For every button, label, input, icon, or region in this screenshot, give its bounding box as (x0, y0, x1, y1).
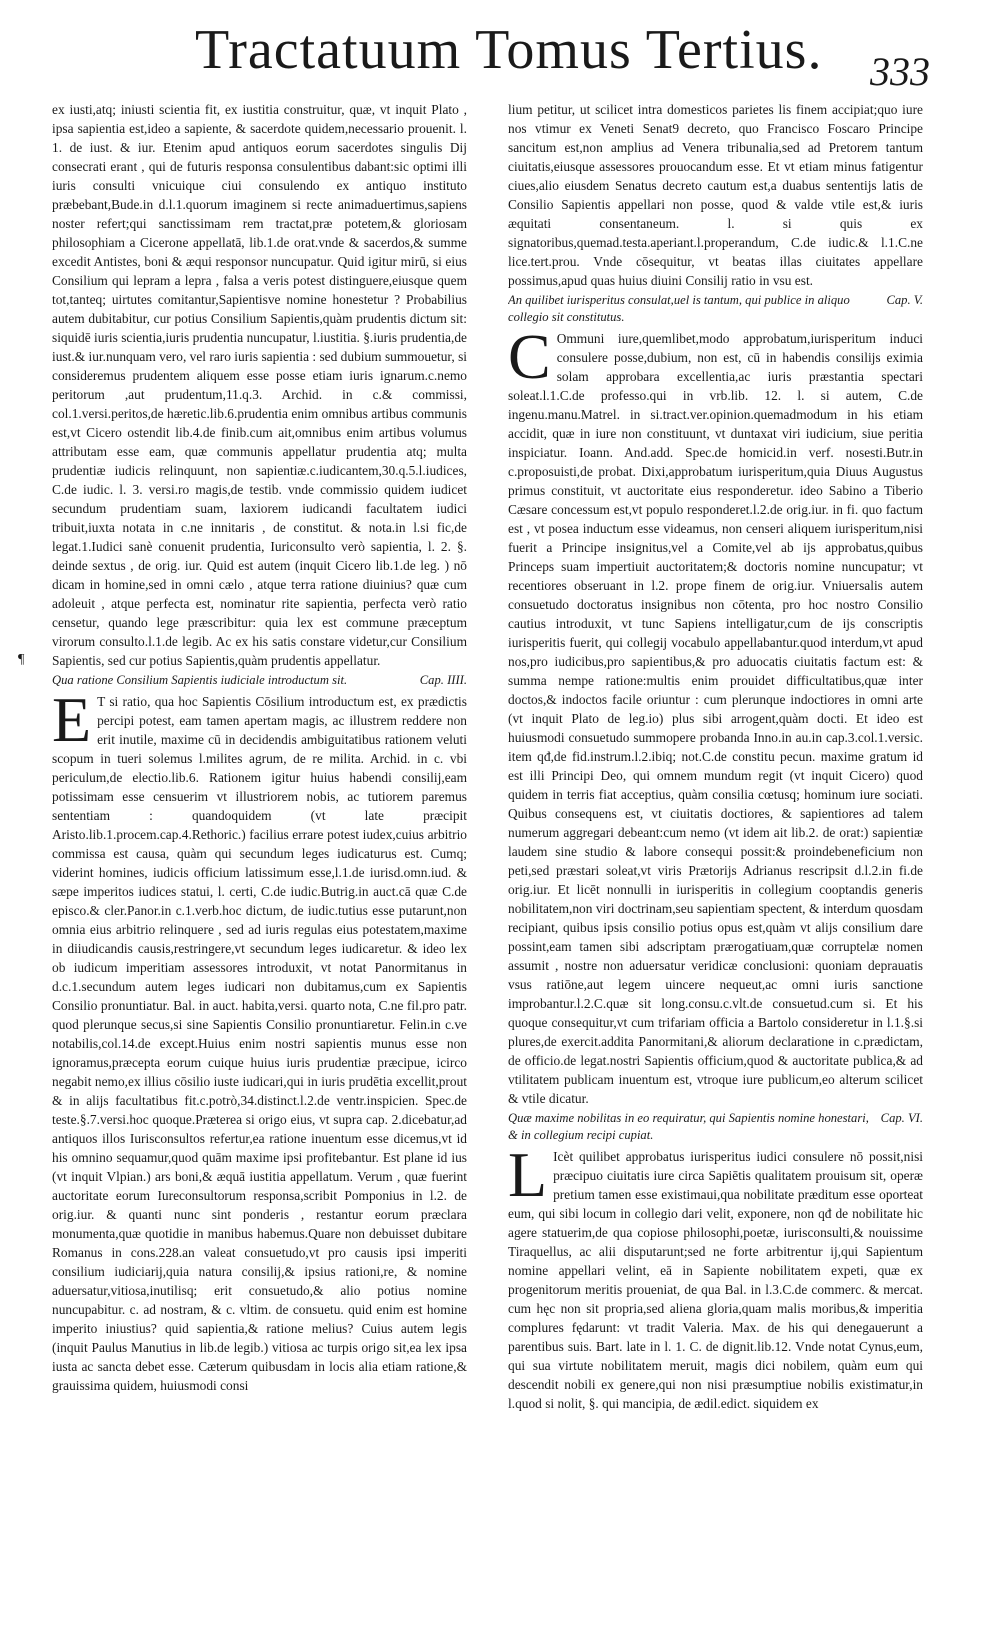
drop-cap: L (508, 1139, 548, 1210)
paragraph-text: Icèt quilibet approbatus iurisperitus iudici consulere nō possit,nisi præcipuo ciuitatis iure circa Sapiētis qualitatem prouisum sit, operæ pretium tamen esse existimaui,qua nobilitate præditum esse oporteat eum, qui sibi locum in collegio dari velit, exponere, non qđ de nobilitate hic agere statuerim,de qua copiose philosophi,poetæ, iurisconsulti,& nouissime Tiraquellus, ac alii disputarunt;sed ne forte arbitrentur ij,qui Sapientum nomine appellari velint, eā in Sapiente nobilitatem expeti, quæ ex progenitorum meritis proueniat, de qua Bal. in l.3.C.de commerc. & mercat. cum hęc non sit propria,sed aliena gloria,quam malis moribus,& imperitia complures fędarunt: vt tradit Valeria. Max. de his qui denegauerunt a parentibus suis. Bart. late in l. 1. C. de dignit.lib.12. Vnde notat Cynus,eum, qui sua virtute nobilitatem meruit, magis dici nobilem, quàm eum qui descendit nobili ex genere,qui non nisi præsumptiue nobilis existimatur,in l.quod si nolit, §. qui mancipia, de ædil.edict. siquidem ex (508, 1149, 923, 1411)
chapter-number: Cap. IIII. (419, 673, 467, 687)
drop-cap: E (52, 684, 92, 755)
left-column (52, 100, 467, 1640)
paragraph-cap-3-end: ex iusti,atq; iniusti scientia fit, ex iustitia construitur, quæ, vt inquit Plato , ipsa sapientia est,ideo a sapiente, & sacerdote quidem,necessario prouenit. l. 1. de iust. & iur. Etenim apud antiquos eorum sacerdotes singulis Dij consecrati erant , qui de futuris responsa consulentibus dabant:sic optimi illi iuris consulti vnicuique ciui consulendo ex antiquo instituto præbebant,Bude.in d.l.1.quorum imaginem si recte animaduertimus,sapiens noster refert;qui sanctissimam rem tractat,præ potetem,& gloriosam philosophiam a Cicerone appellatā, lib.1.de orat.vnde & sacerdos,& summe excedit Antistes, boni & æqui responsor nuncupatur. Quid igitur mirū, si eius Consilium qui lepram a lepra , falsa a veris potest distinguere,eiusque quem tot,tanteq; uirtutes comitantur,Sapientisve nomine honestetur ? Probabilius autem dubitabitur, cur potius Consilium Sapientis,quàm prudentis dictum sit: siquidē iuris scientia,iuris prudentia nuncupatur, l.iustitia. §.iuris prudentia,de iust.& iur.nunquam vero, vel raro iuris sapientia : sed dubium summouetur, si consideremus prudentem aliquem esse posse etiam iuris ignarum.c.nemo peritorum ,aut prudentum,11.q.3. Archid. in c.& commissi, col.1.versi.peritos,de hæretic.lib.6.prudentia enim omnibus artibus communis est,vt Cicero ostendit lib.4.de finib.cum ait,omnibus enim artibus volumus attributam esse eam, quæ communis appellatur prudentia atq; multa prudentiæ iudicis relinquunt, non sapientiæ.c.iudicantem,30.q.5.l.iudices, C.de iudic. l. 3. versi.ro magis,de testib. vnde commissio quidem iudicet secundum prudentiam suam, laxiorem iudicandi facultatem iudici tribuit,iuxta notata in c.ne innitaris , de constitut. & nota.in l.si fic,de legat.1.Iudici sanè conuenit prudentia, Iuriconsulto verò sapientia, l. 2. §. deinde sextus , de orig. iur. Quid est autem (inquit Cicero lib.1.de leg. ) nō dicam in homine,sed in omni cælo , atque terra ratione diuinius? quæ cum adoleuit , atque perfecta est, nominatur rite sapientia, perfecta verò ratio censetur, quando lege præscribitur: quia lex est commune præceptum virorum consulto.l.1.de legib. Ac ex his satis constare videtur,cur Consilium Sapientis, sed cur potius Sapientis,quàm prudentis appellatur. (52, 102, 467, 668)
chapter-title: An quilibet iurisperitus consulat,uel is tantum, qui publice in aliquo collegio sit constitutus. (508, 293, 850, 324)
drop-cap: C (508, 321, 551, 392)
chapter-number: Cap. VI. (880, 1111, 923, 1125)
paragraph-cap-4-end: lium petitur, ut scilicet intra domesticos parietes lis finem accipiat;quo iure nos vtimur ex Veneti Senat9 decreto, quo Francisco Foscaro Principe sancitum est,non amplius ad Venera tribunalia,sed ad Pretorem tantum ciuitatis,eiusque assessores prouocandum esse. Et vt etiam minus fatigentur ciues,alio eiusdem Senatus decreto cautum est,a duabus sententijs latis de Consilio Sapientis appellari non posse, quod & valde vtile est,& iuris æquitati consentaneum. l. si quis ex signatoribus,quemad.testa.aperiant.l.properandum, C.de iudic.& l.1.C.ne lice.tert.prou. Vnde cōsequitur, vt beatas illas ciuitates appellare possimus,apud quas huius diuini Consilij ratio in vsu est. (508, 102, 923, 288)
chapter-title: Quæ maxime nobilitas in eo requiratur, qui Sapientis nomine honestari, & in collegium recipi cupiat. (508, 1111, 869, 1142)
paragraph-cap-6 (508, 1139, 923, 1413)
paragraph-text: Ommuni iure,quemlibet,modo approbatum,iurisperitum induci consulere posse,dubium, non est, cū in habendis consilijs eximia solam approbara excellentia,ac iuris præstantia spectari soleat.l.1.C.de professo.qui in vrb.lib. 12. l. si autem, C.de ingenu.manu.Matrel. in si.tract.ver.opinion.quemadmodum in his etiam accidit, quæ in iure non constituunt, vt duntaxat viri iudicium, siue peritia inspiciatur. Ioann. And.add. Spec.de homicid.in verf. nosesti.Butr.in c.proposuisti,de probat. Dixi,approbatum iurisperitum,quia Diuus Augustus primus constituit, vt auctoritate eius responderetur. ideo Sabino a Tiberio Cæsare concessum est,vt populo responderet.l.2.de orig.iur. in fi. quo factum est , vt posea inductum esse videamus, non censeri aliquem iurisperitum,nisi fuerit a Principe insignitus,vel a Comite,vel ab ijs approbatus,quibus Princeps suam impertiuit auctoritatem;& doctoris nomine nuncupatur; vt recentiores obseruant in l.2. prope finem de orig.iur. Vniuersalis autem consuetudo doctoratus insignibus non cōtenta, pro hoc nostro Consilio cautius introduxit, vt tunc Sapiens intelligatur,cum de ijs conscriptis iurisperitis fuerit, qui collegij vocabulo appellabantur.quod interdum,vt apud nos,pro iudicibus,pro sapientibus,& pro aduocatis ciuitatis factum est: & summa nempe ratione:multis enim prouidet difficultatibus,quæ inter doctos,& indoctos facile oriuntur : cum plerunque indoctiores in omni arte (vt inquit Plato de leg.io) plus sibi arrogent,quàm docti. Et ideo est huiusmodi consuetudo summopere probanda Inno.in au.in cap.3.col.1.versic. item qđ,de fid.instrum.l.2.ibiq; not.C.de constitu pecun. maxime gratum id est illi Principi Deo, qui omnem mundum regit (vt inquit Cicero) quod quidem in terris fiat acceptius, quàm consilia cœtusq; hominum iure sociati. Quibus consequens est, vt ciuitatis doctiores, & sapientiores ad talem numerum aggregari debeant:cum nemo (vt idem ait lib.2. de orat:) sapientiæ laudem sine studio & labore consequi possit:& proindebeneficium non peti,sed præstari soleat,vt viris Prætorijs Adrianus rescripsit d.l.2.in fi.de orig.iur. Et licēt nonnulli in iurisperitis in collegium cooptandis generis nobilitatem,non viri doctrinam,seu sapientiam spectent, & interdum quosdam recipiant, quibus ipsis consilio potius opus est,quàm vt alijs consilium dare possint,eam tamen sibi adscriptam prærogatiuam,quæ corruptelæ nomen assumit , nostre non aduersatur veridicæ conclusioni: quoniam deprauatis vsus ratiōne,aut legem uincere nequeut,ac omni iuris sanctione improbantur.l.2.C.quæ sit long.consu.c.vlt.de consuetud.cum si. Et his quoque consequitur,vt cum trifariam officia a Bartolo consideretur in l.1.§.si plures,de exercit.addita Panormitani,& aliorum declaratione in c.prædictam, de officio.de legat.nostri Sapientis officium,quod & auctoritate publica,& ad vtilitatem publicam inuentum est, vtroque iure publicum,eo alterum scilicet & vtile dicatur. (508, 331, 923, 1106)
paragraph-cap-5 (508, 321, 923, 1108)
chapter-heading-5 (508, 292, 923, 326)
margin-mark: ¶ (18, 652, 25, 667)
running-title: Tractatuum Tomus Tertius. (195, 19, 823, 81)
chapter-title: Qua ratione Consilium Sapientis iudiciale introductum sit. (52, 673, 348, 687)
chapter-heading-6 (508, 1110, 923, 1144)
chapter-number: Cap. V. (886, 293, 923, 307)
paragraph-text: T si ratio, qua hoc Sapientis Cōsilium introductum est, ex prædictis percipi potest, eam tamen apertam magis, ac illustrem reddere non erit inutile, maxime cū in decidendis ambiguitatibus rationem veluti scopum in tueri solemus l.milites agrum, de re milita. Archid. in c. vbi periculum,de electio.lib.6. Rationem igitur huius habendi consilij,eam potissimam esse censuerim vt illustriorem nobis, ac tutiorem paremus sententiam : quandoquidem (vt late præcipit Aristo.lib.1.procem.cap.4.Rethoric.) facilius errare potest iudex,cuius arbitrio commissa est causa, quàm qui secundum leges iudicaturus est. Cumq; viderint homines, iudicis officium latissimum esse,l.1.de iurisd.omn.iud. & sæpe imperitos iudices statui, l. certi, C.de iudic.Butrig.in auct.cā quæ C.de episco.& cler.Panor.in c.1.verb.hoc dictum, de iudic.tutius esse putarunt,non omnia eius arbitrio relinquere , sed ad iuris regulas eius potestatem,maxime in diiudicandis causis,restringere,vt secundum leges iudicaretur. & ideo lex ob iudicum imperitiam assessores introduxit, vt notat Panormitanus in d.c.1.secundum autem leges iudicari non dubitamus,cum ex Sapientis Consilio pronuntiatur. Bal. in auct. habita,versi. quarto nota, C.ne fil.pro patr. quod plerunque secus,si sine Sapientis Consilio pronuntiaretur. Felin.in c.ve notabilis,col.14.de except.Huius enim nostri sapientis munus esse non ignoramus,præcepta eorum cuique huius iuris prudentiæ præcipue, icirco negabit nemo,ex illius cōsilio iuste iudicari,qui in iuris prudētia excellit,prout & in alijs facultatibus fit.c.potrò,34.distinct.l.2.de ventr.inspicien. Spec.de teste.§.7.versi.hoc quoque.Præterea si origo eius, vt supra cap. 2.dicebatur,ad antiquos illos Iurisconsultos refertur,ea ratione inuentum esse dicemus,vt id his omnino sequamur,quod quām maxime ipsi profitebantur. Est plane id ius (vt inquit Vlpian.) ars boni,& æquā iustitia appellatum. Verum , quæ fuerint auctoritate eorum Iureconsultorum responsa,scribit Pomponius in l.2. de orig.iur. & quanti nunc sint ponderis , restantur eorum præclara monumenta,quæ quotidie in manibus habemus.Quare non debuisset dubitare Romanus in cons.228.an valeat consuetudo,vt pro causis ipsi imperiti consilium iudiciarij,quia natura consilij,& ipsius rationi,re, & nomine aduersatur,vitiosa,inutilisq; erit consuetudo,& alio potius nomine nuncupabitur. c. ad nostram, & c. vltim. de consuetu. quid enim est homine imperito iniustius? quid sapientia,& ratione melius? Cuius autem legis (inquit Paulus Manutius in lib.de legib.) vitiosa ac turpis origo sit,ea lex ipsa iusta ac sancta debet esse. Cæterum quibusdam in locis alia etiam ratione,& grauissima quidem, huiusmodi consi (52, 694, 467, 1393)
page-number: 333 (870, 49, 930, 94)
paragraph-cap-4 (52, 684, 467, 1395)
chapter-heading-4 (52, 672, 467, 689)
right-column (508, 100, 923, 1640)
